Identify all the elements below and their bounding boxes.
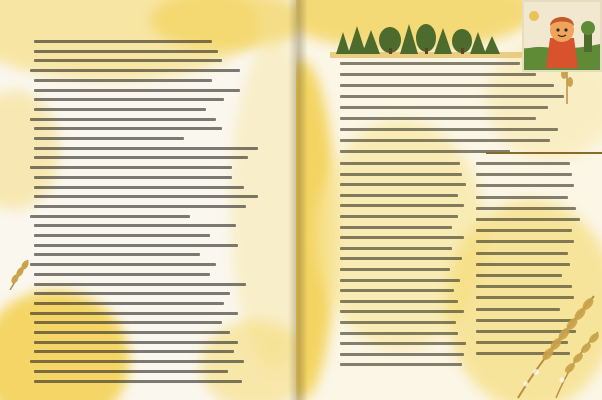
text-line xyxy=(34,234,210,237)
text-line xyxy=(340,62,520,65)
text-line xyxy=(340,173,462,176)
wheat-sprig-icon xyxy=(6,256,32,290)
text-line xyxy=(34,244,238,247)
left-page xyxy=(0,0,296,400)
text-line xyxy=(476,240,574,243)
text-line xyxy=(34,108,206,111)
text-line xyxy=(34,127,222,130)
text-line xyxy=(340,236,464,239)
text-line xyxy=(340,342,466,345)
text-line xyxy=(34,40,212,43)
text-line xyxy=(34,253,200,256)
text-line xyxy=(476,229,572,232)
text-line xyxy=(476,263,570,266)
text-line xyxy=(34,380,242,383)
text-line xyxy=(340,162,460,165)
text-line xyxy=(34,50,218,53)
text-line xyxy=(34,137,184,140)
text-line xyxy=(340,204,464,207)
text-line xyxy=(34,59,222,62)
text-line xyxy=(476,218,580,221)
text-line xyxy=(476,162,570,165)
text-line xyxy=(34,273,210,276)
text-line xyxy=(30,69,240,72)
text-line xyxy=(340,321,456,324)
text-line xyxy=(30,263,216,266)
text-line xyxy=(340,257,462,260)
text-line xyxy=(34,302,224,305)
text-line xyxy=(476,207,576,210)
text-line xyxy=(340,279,460,282)
text-line xyxy=(340,150,510,153)
text-line xyxy=(340,95,564,98)
text-line xyxy=(34,156,248,159)
text-line xyxy=(34,205,246,208)
yellow-wash xyxy=(0,290,130,400)
text-line xyxy=(340,268,450,271)
text-line xyxy=(340,215,458,218)
text-line xyxy=(34,195,258,198)
text-line xyxy=(476,196,568,199)
text-line xyxy=(340,353,464,356)
text-line xyxy=(476,252,568,255)
text-line xyxy=(30,360,244,363)
text-line xyxy=(34,176,232,179)
text-line xyxy=(340,247,452,250)
text-line xyxy=(340,128,558,131)
text-line xyxy=(34,292,230,295)
text-line xyxy=(34,331,230,334)
decorative-rule xyxy=(486,152,602,154)
text-line xyxy=(340,139,550,142)
text-line xyxy=(476,184,574,187)
text-line xyxy=(34,341,238,344)
text-line xyxy=(34,283,246,286)
text-line xyxy=(30,215,190,218)
text-line xyxy=(340,106,548,109)
text-line xyxy=(476,274,562,277)
tree-row-icon xyxy=(330,14,530,58)
text-line xyxy=(340,84,554,87)
wheat-sprig-icon xyxy=(496,288,602,400)
text-line xyxy=(340,289,454,292)
text-line xyxy=(340,73,536,76)
text-line xyxy=(340,226,452,229)
text-line xyxy=(340,332,458,335)
text-line xyxy=(340,194,458,197)
text-line xyxy=(34,186,244,189)
text-line xyxy=(34,89,240,92)
text-line xyxy=(34,147,258,150)
text-line xyxy=(34,350,234,353)
text-line xyxy=(34,79,212,82)
text-line xyxy=(340,310,464,313)
text-line xyxy=(34,224,236,227)
text-line xyxy=(34,98,224,101)
text-line xyxy=(340,183,466,186)
illustrated-character-icon xyxy=(524,2,600,70)
text-line xyxy=(340,117,536,120)
text-line xyxy=(476,173,572,176)
text-line xyxy=(34,370,228,373)
text-line xyxy=(340,300,458,303)
text-line xyxy=(34,321,222,324)
corner-illustration xyxy=(522,0,602,72)
text-line xyxy=(30,312,238,315)
text-line xyxy=(30,166,232,169)
text-line xyxy=(340,363,462,366)
text-line xyxy=(30,118,216,121)
book-gutter xyxy=(288,0,308,400)
